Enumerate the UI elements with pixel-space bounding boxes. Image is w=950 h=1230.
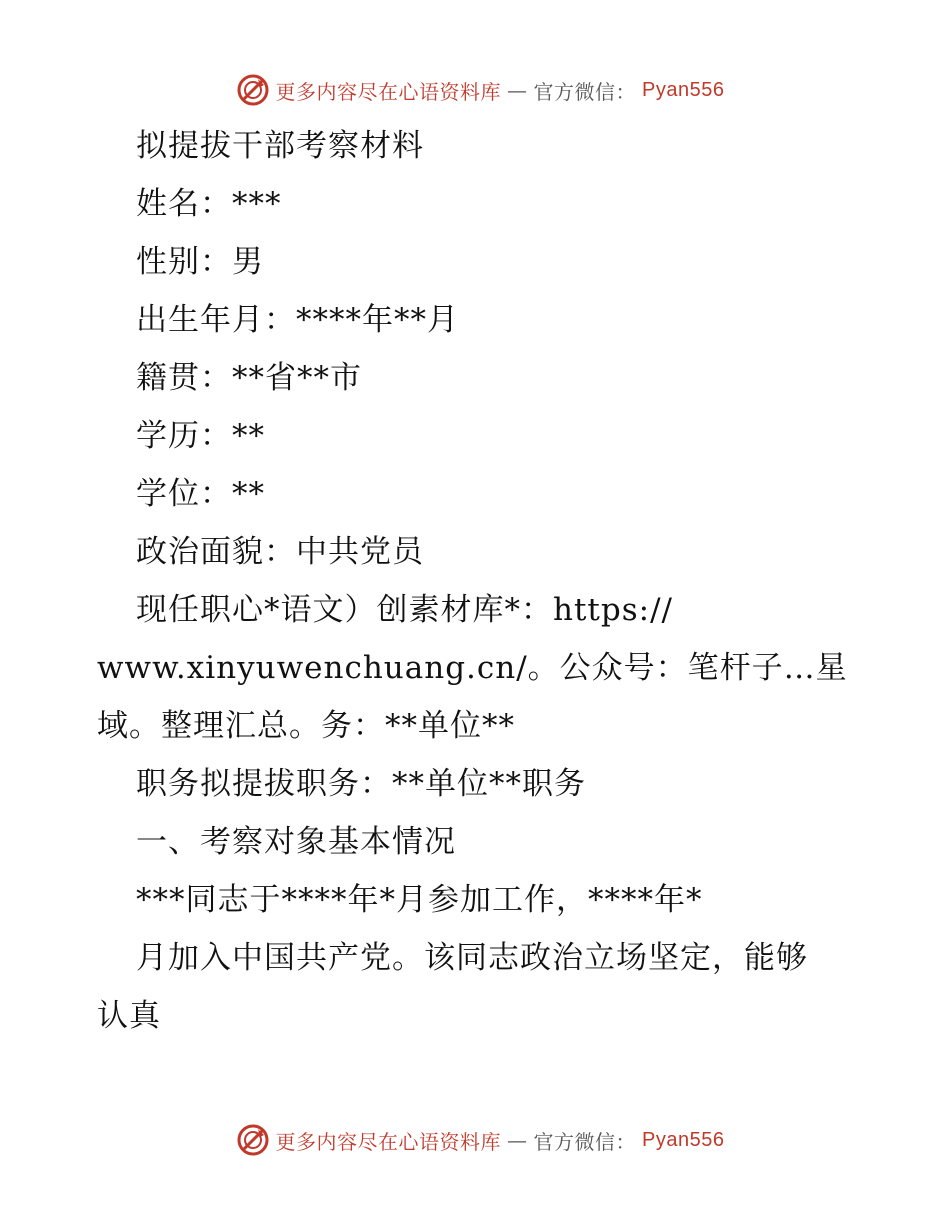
field-political-status: 政治面貌：中共党员 xyxy=(136,534,424,570)
field-birth-date: 出生年月：****年**月 xyxy=(136,302,459,338)
banner-official-label: 官方微信： xyxy=(533,79,637,104)
field-hometown: 籍贯：**省**市 xyxy=(136,360,362,396)
field-current-position-line-1: 现任职心*语文）创素材库*：https:// xyxy=(136,592,673,628)
section-heading-basic-info: 一、考察对象基本情况 xyxy=(136,824,456,860)
field-current-position-line-3: 域。整理汇总。务：**单位** xyxy=(97,708,515,744)
banner-separator: — xyxy=(507,78,528,102)
library-logo-icon xyxy=(236,73,270,107)
document-body xyxy=(97,117,857,1045)
document-title: 拟提拔干部考察材料 xyxy=(136,128,424,164)
paragraph-line-2: 月加入中国共产党。该同志政治立场坚定，能够 xyxy=(136,940,808,976)
banner-wechat-id: Pyan556 xyxy=(642,1128,725,1151)
library-logo-icon xyxy=(236,1123,270,1157)
footer-banner xyxy=(0,1120,950,1160)
paragraph-line-1: ***同志于****年*月参加工作，****年* xyxy=(136,882,703,918)
field-proposed-position: 职务拟提拔职务：**单位**职务 xyxy=(136,766,586,802)
banner-inner xyxy=(226,73,725,107)
banner-inner xyxy=(226,1123,725,1157)
paragraph-line-3: 认真 xyxy=(97,998,161,1034)
field-degree: 学位：** xyxy=(136,476,265,512)
header-banner xyxy=(0,70,950,110)
field-education: 学历：** xyxy=(136,418,265,454)
field-name: 姓名：*** xyxy=(136,186,282,222)
banner-main-text: 更多内容尽在心语资料库 xyxy=(275,1129,502,1154)
banner-wechat-id: Pyan556 xyxy=(642,78,725,101)
field-current-position-line-2: www.xinyuwenchuang.cn/。公众号：笔杆子…星 xyxy=(97,650,848,686)
field-gender: 性别：男 xyxy=(136,244,264,280)
banner-main-text: 更多内容尽在心语资料库 xyxy=(275,79,502,104)
banner-official-label: 官方微信： xyxy=(533,1129,637,1154)
banner-separator: — xyxy=(507,1128,528,1152)
